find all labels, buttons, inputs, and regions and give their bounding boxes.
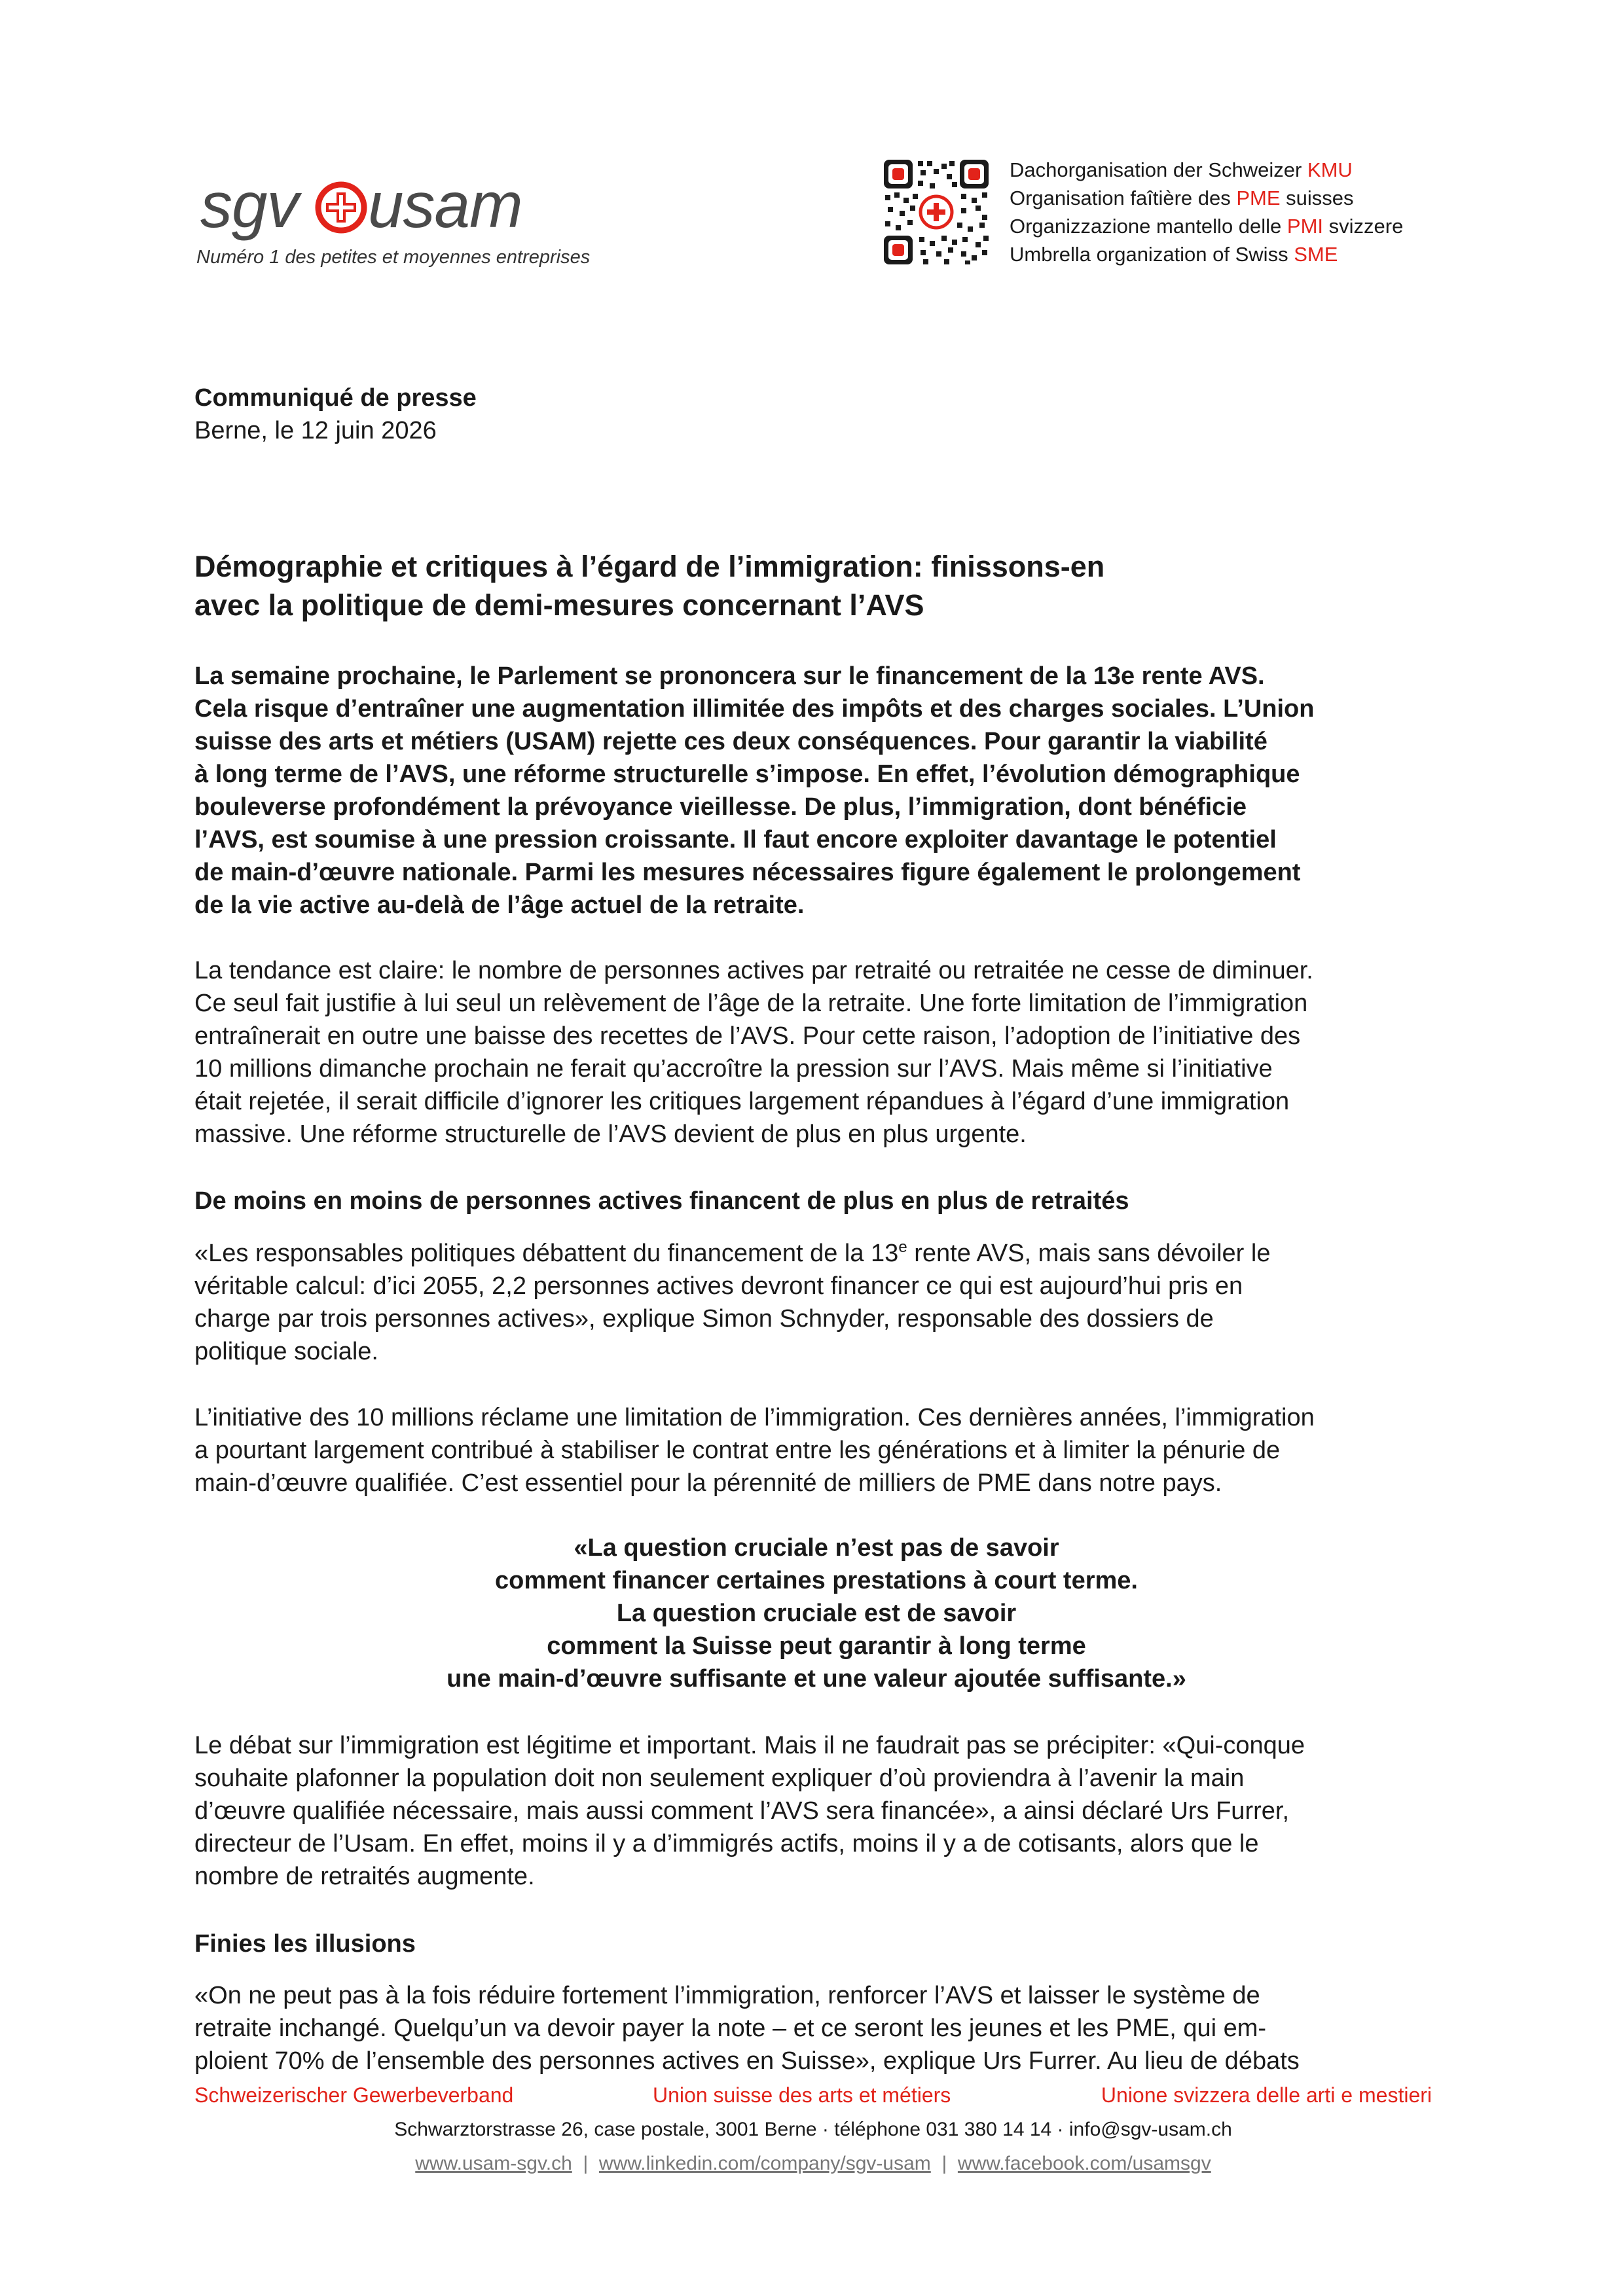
press-release-title: Démographie et critiques à l’égard de l’immigration: finissons-en avec la politique de demi-mesures concernant l’AVS: [194, 550, 1105, 622]
subheading-1: De moins en moins de personnes actives financent de plus en plus de retraités: [194, 1187, 1129, 1215]
body-paragraph-1: La tendance est claire: le nombre de personnes actives par retraité ou retraitée ne cesse de diminuer. Ce seul fait justifie à lui seul un relèvement de l’âge de la retraite. Une forte limitation de l’immigration entraînerait en outre une baisse des recettes de l’AVS. Pour cette raison, l’adoption de l’initiative des 10 millions dimanche prochain ne ferait qu’accroître la pression sur l’AVS. Mais même si l’initiative était rejetée, il serait difficile d’ignorer les critiques largement répandues à l’égard d’une immigration massive. Une réforme structurelle de l’AVS devient de plus en plus urgente.: [194, 957, 1313, 1148]
pull-quote: «La question cruciale n’est pas de savoir comment financer certaines prestations à court terme. La question cruciale est de savoir comment la Suisse peut garantir à long terme une main-d’œuvre suffisante et une valeur ajoutée suffisante.»: [447, 1534, 1186, 1693]
footer-links: www.usam-sgv.ch | www.linkedin.com/company/sgv-usam | www.facebook.com/usamsgv: [415, 2153, 1211, 2174]
logo-tagline: Numéro 1 des petites et moyennes entreprises: [196, 247, 591, 268]
document-type: Communiqué de presse: [194, 384, 477, 412]
lead-paragraph: La semaine prochaine, le Parlement se prononcera sur le financement de la 13e rente AVS. Cela risque d’entraîner une augmentation illimitée des impôts et des charges sociales. L’Union suisse des arts et métiers (USAM) rejette ces deux conséquences. Pour garantir la viabilité à long terme de l’AVS, une réforme structurelle s’impose. En effet, l’évolution démographique bouleverse profondément la prévoyance vieillesse. De plus, l’immigration, dont bénéficie l’AVS, est soumise à une pression croissante. Il faut encore exploiter davantage le potentiel de main-d’œuvre nationale. Parmi les mesures nécessaires figure également le prolongement de la vie active au-delà de l’âge actuel de la retraite.: [194, 662, 1315, 919]
logo-text-usam: usam: [368, 169, 522, 241]
place-date: Berne, le 12 juin 2026: [194, 417, 437, 444]
swiss-cross-logo-icon: [313, 179, 369, 236]
footer-link-website[interactable]: www.usam-sgv.ch: [415, 2153, 572, 2174]
footer-address: Schwarztorstrasse 26, case postale, 3001 Berne · téléphone 031 380 14 14 · info@sgv-usam.ch: [394, 2119, 1232, 2140]
organization-descriptions: [1010, 156, 1403, 268]
footer-name-it: Unione svizzera delle arti e mestieri: [1101, 2083, 1432, 2107]
org-line-de: Dachorganisation der Schweizer KMU: [1010, 158, 1353, 181]
body-paragraph-3: L’initiative des 10 millions réclame une limitation de l’immigration. Ces dernières années, l’immigration a pourtant largement contribué à stabiliser le contrat entre les générations et à limiter la pénurie de main-d’œuvre qualifiée. C’est essentiel pour la pérennité de milliers de PME dans notre pays.: [194, 1404, 1315, 1497]
org-line-en: Umbrella organization of Swiss SME: [1010, 243, 1338, 266]
body-paragraph-2: «Les responsables politiques débattent du financement de la 13e rente AVS, mais sans dévoiler le véritable calcul: d’ici 2055, 2,2 personnes actives devront financer ce qui est aujourd’hui pris en charge par trois personnes actives», explique Simon Schnyder, responsable des dossiers de politique sociale.: [194, 1238, 1271, 1365]
footer-name-de: Schweizerischer Gewerbeverband: [194, 2083, 514, 2107]
sgv-usam-logo: [196, 169, 563, 254]
body-paragraph-5: «On ne peut pas à la fois réduire fortement l’immigration, renforcer l’AVS et laisser le système de retraite inchangé. Quelqu’un va devoir payer la note – et ce seront les jeunes et les PME, qui em- ploient 70% de l’ensemble des personnes actives en Suisse», explique Urs Furrer. Au lieu de débats: [194, 1982, 1300, 2075]
footer-link-facebook[interactable]: www.facebook.com/usamsgv: [957, 2153, 1211, 2174]
qr-code-icon: [884, 160, 989, 264]
logo-text-sgv: sgv: [200, 169, 299, 241]
footer-link-linkedin[interactable]: www.linkedin.com/company/sgv-usam: [598, 2153, 931, 2174]
body-paragraph-4: Le débat sur l’immigration est légitime et important. Mais il ne faudrait pas se précipiter: «Qui-conque souhaite plafonner la population doit non seulement expliquer d’où proviendra à l’avenir la main d’œuvre qualifiée nécessaire, mais aussi comment l’AVS sera financée», a ainsi déclaré Urs Furrer, directeur de l’Usam. En effet, moins il y a d’immigrés actifs, moins il y a de cotisants, alors que le nombre de retraités augmente.: [194, 1732, 1305, 1890]
footer-name-fr: Union suisse des arts et métiers: [653, 2083, 951, 2107]
org-line-it: Organizzazione mantello delle PMI svizzere: [1010, 215, 1404, 238]
subheading-2: Finies les illusions: [194, 1930, 416, 1958]
org-line-fr: Organisation faîtière des PME suisses: [1010, 187, 1354, 209]
